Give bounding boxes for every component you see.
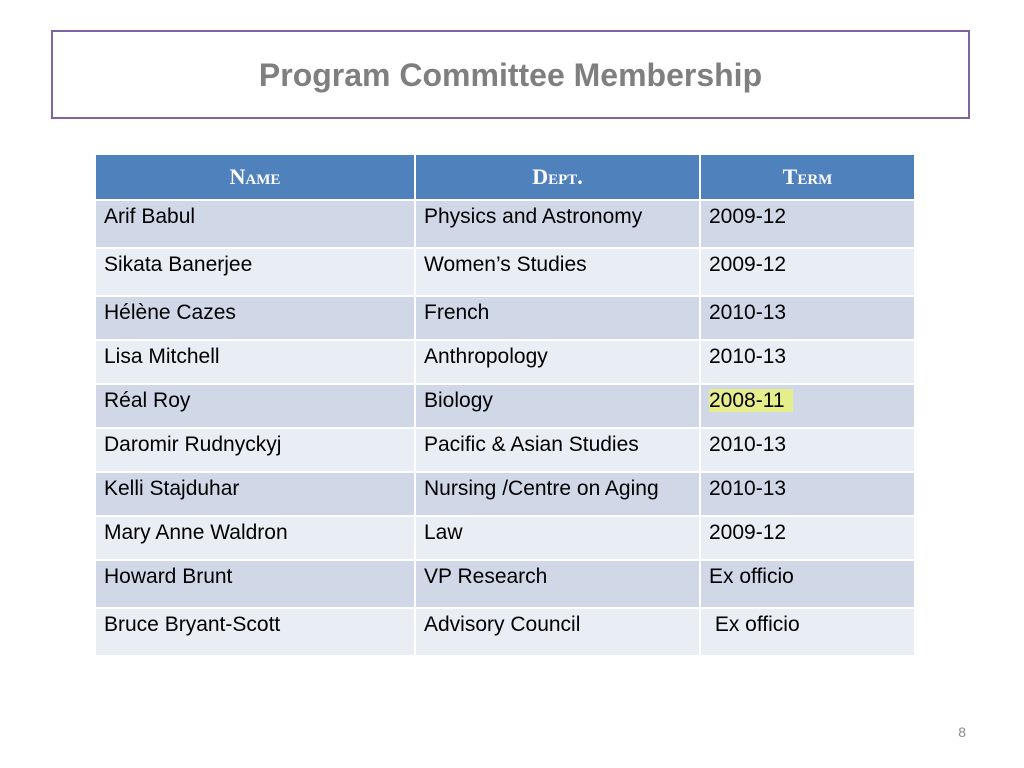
member-term: Ex officio xyxy=(700,560,915,608)
title-box xyxy=(51,30,970,119)
member-term: 2009-12 xyxy=(700,516,915,560)
member-name: Mary Anne Waldron xyxy=(95,516,415,560)
table-row xyxy=(95,340,915,384)
committee-table xyxy=(94,153,916,657)
header-term: Term xyxy=(700,154,915,200)
member-name: Howard Brunt xyxy=(95,560,415,608)
member-name: Bruce Bryant-Scott xyxy=(95,608,415,656)
member-name: Sikata Banerjee xyxy=(95,248,415,296)
member-dept: Physics and Astronomy xyxy=(415,200,700,248)
member-name: Lisa Mitchell xyxy=(95,340,415,384)
header-dept: Dept. xyxy=(415,154,700,200)
member-dept: VP Research xyxy=(415,560,700,608)
table-row xyxy=(95,296,915,340)
table-header-row xyxy=(95,154,915,200)
term-highlight: 2008-11 xyxy=(709,389,793,412)
member-term: 2010-13 xyxy=(700,340,915,384)
member-dept: Women’s Studies xyxy=(415,248,700,296)
member-term: 2009-12 xyxy=(700,248,915,296)
member-name: Kelli Stajduhar xyxy=(95,472,415,516)
table-row xyxy=(95,200,915,248)
table-row xyxy=(95,248,915,296)
slide-title: Program Committee Membership xyxy=(258,57,763,93)
member-term: 2010-13 xyxy=(700,296,915,340)
member-term: Ex officio xyxy=(700,608,915,656)
member-dept: Biology xyxy=(415,384,700,428)
member-name: Hélène Cazes xyxy=(95,296,415,340)
table-row xyxy=(95,560,915,608)
member-term: 2009-12 xyxy=(700,200,915,248)
slide-number: 8 xyxy=(958,724,966,740)
member-dept: Anthropology xyxy=(415,340,700,384)
table-row xyxy=(95,428,915,472)
table-row xyxy=(95,472,915,516)
member-dept: French xyxy=(415,296,700,340)
member-name: Daromir Rudnyckyj xyxy=(95,428,415,472)
member-dept: Pacific & Asian Studies xyxy=(415,428,700,472)
table-row xyxy=(95,384,915,428)
header-name: Name xyxy=(95,154,415,200)
member-dept: Advisory Council xyxy=(415,608,700,656)
member-dept: Law xyxy=(415,516,700,560)
member-term-highlighted xyxy=(700,384,915,428)
member-term: 2010-13 xyxy=(700,428,915,472)
member-term: 2010-13 xyxy=(700,472,915,516)
member-name: Réal Roy xyxy=(95,384,415,428)
table-row xyxy=(95,608,915,656)
member-name: Arif Babul xyxy=(95,200,415,248)
member-dept: Nursing /Centre on Aging xyxy=(415,472,700,516)
table-row xyxy=(95,516,915,560)
